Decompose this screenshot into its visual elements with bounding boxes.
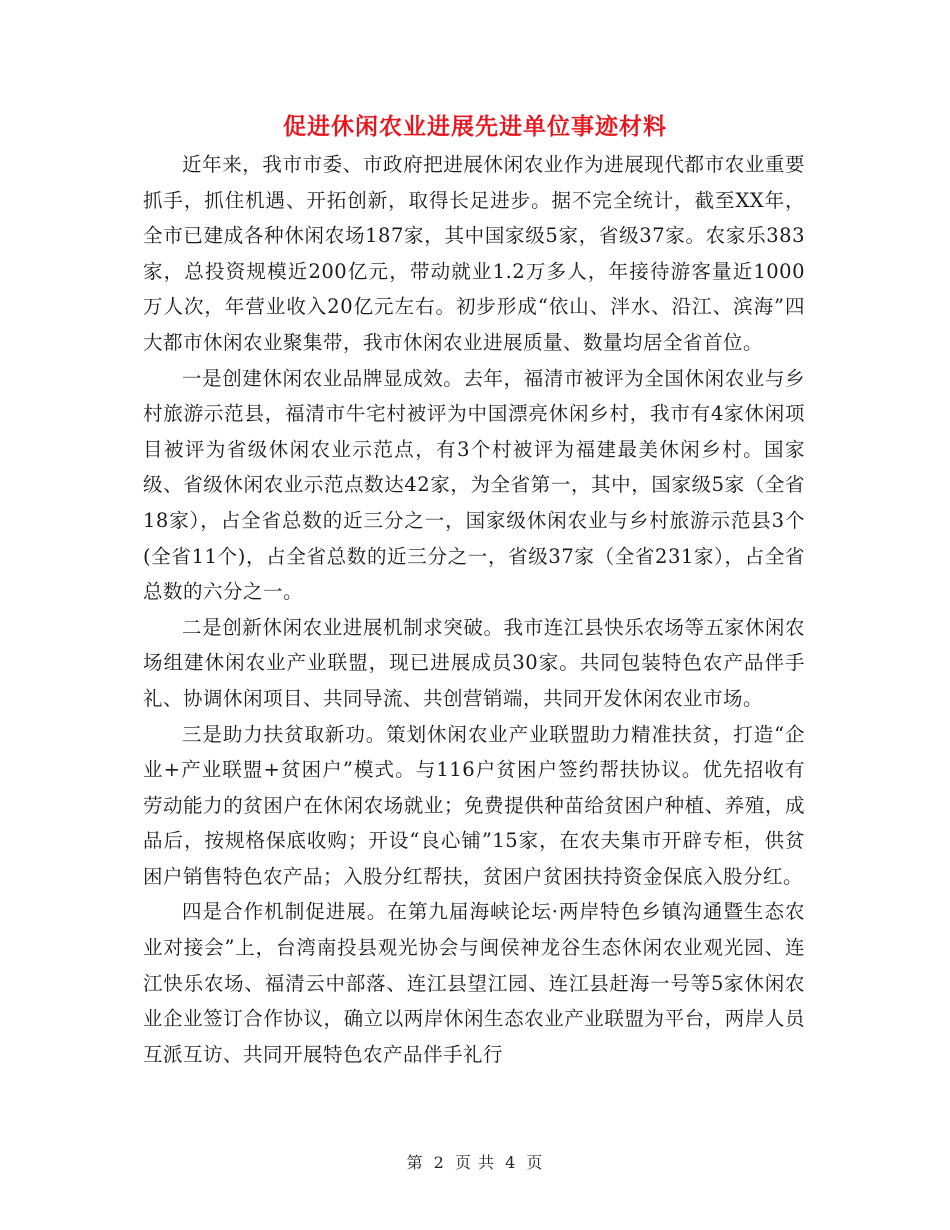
document-title: 促进休闲农业进展先进单位事迹材料 <box>283 113 667 140</box>
page-label-middle: 页 共 <box>454 1153 496 1172</box>
page-label-prefix: 第 <box>406 1153 424 1172</box>
page-total: 4 <box>505 1153 517 1172</box>
paragraph-brand: 一是创建休闲农业品牌显成效。去年，福清市被评为全国休闲农业与乡村旅游示范县，福清市牛宅村被评为中国漂亮休闲乡村，我市有4家休闲项目被评为省级休闲农业示范点，有3个村被评为福建最美休闲乡村。国家级、省级休闲农业示范点数达42家，为全省第一，其中，国家级5家（全省18家），占全省总数的近三分之一，国家级休闲农业与乡村旅游示范县3个(全省11个)，占全省总数的近三分之一，省级37家（全省231家），占全省总数的六分之一。 <box>143 366 805 604</box>
paragraph-mechanism: 二是创新休闲农业进展机制求突破。我市连江县快乐农场等五家休闲农场组建休闲农业产业联盟，现已进展成员30家。共同包装特色农产品伴手礼、协调休闲项目、共同导流、共创营销端，共同开发休闲农业市场。 <box>143 615 805 710</box>
page-label-suffix: 页 <box>526 1153 544 1172</box>
paragraph-intro: 近年来，我市市委、市政府把进展休闲农业作为进展现代都市农业重要抓手，抓住机遇、开拓创新，取得长足进步。据不完全统计，截至XX年，全市已建成各种休闲农场187家，其中国家级5家，省级37家。农家乐383家，总投资规模近200亿元，带动就业1.2万多人，年接待游客量近1000万人次，年营业收入20亿元左右。初步形成“依山、泮水、沿江、滨海”四大都市休闲农业聚集带，我市休闲农业进展质量、数量均居全省首位。 <box>143 153 805 354</box>
page-footer <box>0 1152 950 1174</box>
paragraph-cooperation: 四是合作机制促进展。在第九届海峡论坛·两岸特色乡镇沟通暨生态农业对接会”上，台湾南投县观光协会与闽侯神龙谷生态休闲农业观光园、连江快乐农场、福清云中部落、连江县望江园、连江县赶海一号等5家休闲农业企业签订合作协议，确立以两岸休闲生态农业产业联盟为平台，两岸人员互派互访、共同开展特色农产品伴手礼行 <box>143 900 805 1066</box>
paragraph-poverty: 三是助力扶贫取新功。策划休闲农业产业联盟助力精准扶贫，打造“企业+产业联盟+贫困户”模式。与116户贫困户签约帮扶协议。优先招收有劳动能力的贫困户在休闲农场就业；免费提供种苗给贫困户种植、养殖，成品后，按规格保底收购；开设“良心铺”15家，在农夫集市开辟专柜，供贫困户销售特色农产品；入股分红帮扶，贫困户贫困扶持资金保底入股分红。 <box>143 722 805 888</box>
page-current: 2 <box>433 1153 445 1172</box>
document-body <box>143 147 805 1072</box>
